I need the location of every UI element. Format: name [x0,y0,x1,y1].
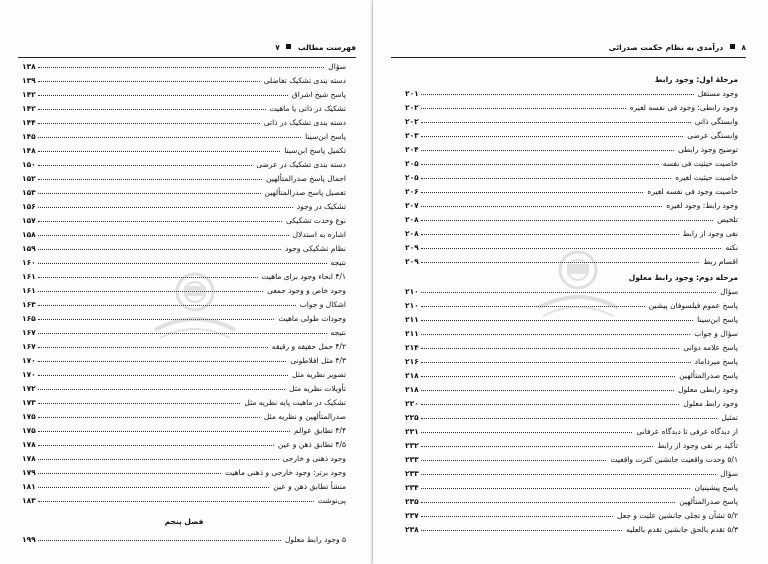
header-bullet-icon [730,44,735,49]
toc-entry [405,464,738,478]
toc-entry-title: نتیجه [330,328,346,337]
toc-entry-title: دسته بندی تشکیک در عرضی [256,160,346,169]
toc-entry-page: ۲۱۶ [405,357,419,366]
toc-entry [22,351,346,365]
toc-entry-page: ۱۶۳ [22,300,36,309]
toc-entry-title: تشکیک در ماهیت پایه نظریه مثل [244,398,346,407]
toc-entry-page: ۲۰۴ [405,145,419,154]
toc-entry-page: ۲۰۶ [405,187,419,196]
toc-entry-title: پاسخ ابن‌سینا [305,132,346,141]
dot-leader [421,516,613,517]
dot-leader [38,235,289,236]
toc-entry [22,435,346,449]
dot-leader [38,67,325,68]
toc-entry-title: اجمال پاسخ صدرالمتألهین [266,174,346,183]
toc-entry-title: ۵ وجود رابط معلول [284,535,346,544]
toc-entry-title: صدرالمتألهین و نظریه مثل [263,412,346,421]
toc-entry-page: ۱۹۹ [22,535,36,544]
toc-entry-page: ۲۱۴ [405,343,419,352]
toc-entry [405,98,738,112]
toc-entry [22,85,346,99]
toc-entry-page: ۲۱۱ [405,315,419,324]
dot-leader [38,487,270,488]
dot-leader [421,404,680,405]
toc-entry-page: ۲۳۷ [405,511,419,520]
dot-leader [421,530,622,531]
dot-leader [421,334,691,335]
toc-entry-title: وجودات طولی ماهیت [278,314,346,323]
toc-entry [22,253,346,267]
dot-leader [38,179,262,180]
toc-entry-page: ۱۷۵ [22,412,36,421]
toc-entry-title: ۴/۳ مثل افلاطونی [290,356,346,365]
toc-entry-page: ۱۷۰ [22,356,36,365]
toc-entry-title: وجود خاص و وجود جمعی [267,286,346,295]
dot-leader [421,432,633,433]
toc-entry [405,154,738,168]
toc-entry-title: تمثیل [721,413,738,422]
toc-entry-title: خاصیت وجود فی نفسه لغیره [647,187,738,196]
toc-entry [22,141,346,155]
toc-entry-page: ۱۵۶ [22,202,36,211]
toc-entry-page: ۱۴۸ [22,146,36,155]
right-page-header [391,43,746,57]
toc-entry-title: ۴/۲ حمل حقیقه و رقیقه [271,342,346,351]
toc-entry-title: تصویر نظریه مثل [292,370,346,379]
toc-entry [405,210,738,224]
toc-entry-page: ۱۷۹ [22,468,36,477]
toc-entry-page: ۱۴۵ [22,132,36,141]
toc-entry-title: اشاره به استدلال [292,230,346,239]
toc-entry-title: ۵/۳ تقدم بالحق جانشین تقدم بالعلیه [626,525,738,534]
toc-entry-title: پاسخ صدرالمتألهین [679,371,738,380]
dot-leader [421,460,607,461]
toc-entry-page: ۱۷۸ [22,440,36,449]
toc-entry-title: نکته [725,243,738,252]
dot-leader [421,446,654,447]
toc-entry-title: پاسخ عموم فیلسوفان پیشین [648,301,738,310]
toc-entry [405,520,738,534]
toc-entry-title: تشکیک در ذاتی یا ماهیت [269,104,346,113]
dot-leader [38,95,288,96]
toc-entry-page: ۱۷۵ [22,426,36,435]
toc-entry-title: وجود برتر: وجود خارجی و ذهنی ماهیت [225,468,346,477]
dot-leader [421,502,675,503]
chapter-heading: فصل پنجم [164,517,204,526]
toc-entry-page: ۲۰۹ [405,257,419,266]
dot-leader [38,540,281,541]
toc-entry [22,197,346,211]
header-title: درآمدی به نظام حکمت صدرائی [608,43,724,52]
dot-leader [38,459,279,460]
toc-entry-title: وجود رابطی معلول [678,385,738,394]
dot-leader [421,192,644,193]
toc-entry-page: ۲۰۷ [405,201,419,210]
toc-entry-title: وابستگی ذاتی [694,117,738,126]
toc-entry-page: ۲۲۵ [405,413,419,422]
dot-leader [421,220,713,221]
toc-entry-page: ۱۵۷ [22,216,36,225]
toc-entry [405,140,738,154]
toc-entry-title: اقسام ربط [703,257,738,266]
toc-entry [405,450,738,464]
dot-leader [421,418,718,419]
toc-entry-title: سؤال [720,469,738,478]
toc-entry [22,71,346,85]
toc-entry-title: وجود رابط: وجود لغیره [666,201,738,210]
toc-entry-title: پاسخ ابن‌سینا [697,315,738,324]
dot-leader [38,123,260,124]
toc-entry [405,352,738,366]
section2-title: مرحله دوم: وجود رابط معلول [628,273,738,282]
toc-entry-title: پاسخ پیشینیان [694,483,738,492]
dot-leader [38,263,327,264]
toc-entry-title: پی‌نوشت [318,496,346,505]
toc-entry-page: ۱۷۲ [22,384,36,393]
toc-entry [405,366,738,380]
dot-leader [38,221,282,222]
left-page [0,0,374,564]
dot-leader [421,488,691,489]
right-page [373,0,768,564]
toc-entry-page: ۱۵۰ [22,160,36,169]
toc-entry-page: ۲۰۸ [405,229,419,238]
toc-entry-title: تشکیک در وجود [296,202,346,211]
toc-entry [22,225,346,239]
toc-entry-page: ۱۷۰ [22,370,36,379]
dot-leader [421,376,675,377]
section1-title: مرحلهٔ اول: وجود رابط [654,75,738,84]
dot-leader [421,362,691,363]
dot-leader [38,375,288,376]
toc-entry [405,84,738,98]
toc-entry-title: نفی وجود از رابط [682,229,738,238]
toc-entry-title: وجود ذهنی و خارجی [282,454,346,463]
toc-entry [22,57,346,71]
toc-entry-page: ۲۰۵ [405,173,419,182]
toc-entry-title: پاسخ میرداماد [694,357,738,366]
toc-entry-title: وابستگی عرضی [687,131,738,140]
toc-entry [22,407,346,421]
dot-leader [421,94,694,95]
toc-entry-page: ۱۴۲ [22,90,36,99]
toc-entry-page: ۱۴۴ [22,118,36,127]
toc-entry-page: ۲۳۸ [405,525,419,534]
toc-entry-title: ۵/۲ تشأن و تجلی جانشین علیت و جعل [617,511,738,520]
toc-entry-title: ۴/۵ تطابق ذهن و عین [277,440,346,449]
toc-entry [22,421,346,435]
toc-entry-page: ۲۰۱ [405,89,419,98]
toc-entry [405,224,738,238]
toc-entry-title: وجود رابطی: وجود فی نفسه لغیره [629,103,738,112]
toc-entry [405,168,738,182]
header-rule [391,57,746,58]
toc-entry-page: ۲۰۹ [405,243,419,252]
toc-entry [22,379,346,393]
toc-entry [22,393,346,407]
toc-entry [405,126,738,140]
toc-entry-title: ۴/۱ انحاء وجود برای ماهیت [261,272,346,281]
dot-leader [38,151,281,152]
toc-entry [22,183,346,197]
toc-entry [405,492,738,506]
toc-entry [405,112,738,126]
toc-entry-title: دسته بندی تشکیک در ذاتی [263,118,346,127]
toc-entry-title: ۴/۴ تطابق عوالم [294,426,346,435]
toc-entry-page: ۲۳۵ [405,497,419,506]
toc-entry [22,463,346,477]
toc-entry-page: ۲۱۸ [405,385,419,394]
toc-entry-title: نتیجه [330,258,346,267]
toc-entry [22,169,346,183]
toc-entry-title: تفصیل پاسخ صدرالمتألهین [264,188,346,197]
dot-leader [421,136,684,137]
toc-entry-page: ۱۸۳ [22,496,36,505]
toc-entry-page: ۱۵۳ [22,188,36,197]
toc-entry [22,211,346,225]
toc-entry-page: ۱۳۹ [22,76,36,85]
toc-entry [405,408,738,422]
toc-entry-page: ۱۷۳ [22,398,36,407]
dot-leader [38,445,274,446]
dot-leader [38,207,293,208]
toc-entry-title: از دیدگاه عرفی تا دیدگاه عرفانی [636,427,738,436]
toc-entry-page: ۲۱۰ [405,301,419,310]
dot-leader [421,234,679,235]
toc-entry-page: ۱۸۱ [22,482,36,491]
dot-leader [421,206,662,207]
toc-entry-page: ۲۱۱ [405,329,419,338]
toc-entry-title: تأکید بر نفی وجود از رابط [657,441,738,450]
dot-leader [421,390,674,391]
toc-entry-title: منشأ تطابق ذهن و عین [273,482,346,491]
toc-entry-page: ۲۰۳ [405,131,419,140]
toc-entry-page: ۱۵۸ [22,230,36,239]
toc-entry [22,449,346,463]
toc-entry-page: ۲۳۱ [405,427,419,436]
dot-leader [38,501,314,502]
watermark-logo [533,248,623,328]
toc-entry-page: ۱۷۸ [22,454,36,463]
toc-entry-title: تلخیص [717,215,738,224]
dot-leader [38,249,281,250]
toc-entry-title: سؤال و جواب [694,329,738,338]
toc-entry [22,155,346,169]
toc-entry-title: تکمیل پاسخ ابن‌سینا [284,146,346,155]
toc-entry [405,394,738,408]
toc-entry-page: ۱۶۷ [22,342,36,351]
toc-entry-page: ۲۱۸ [405,371,419,380]
dot-leader [421,108,626,109]
toc-entry-title: سؤال [328,62,346,71]
dot-leader [38,403,241,404]
toc-entry-page: ۲۳۳ [405,455,419,464]
dot-leader [421,164,659,165]
header-page-number: ۷ [275,43,280,52]
left-page-header [18,43,356,57]
toc-entry [22,491,346,505]
toc-entry-page: ۱۵۲ [22,174,36,183]
toc-entry [22,127,346,141]
toc-entry-page: ۲۰۸ [405,215,419,224]
toc-entry [405,478,738,492]
toc-entry [405,436,738,450]
toc-entry [22,477,346,491]
toc-entry-title: اشکال و جواب [299,300,346,309]
toc-entry [22,113,346,127]
header-bullet-icon [286,44,291,49]
toc-entry-title: توضیح وجود رابطی [678,145,738,154]
toc-entry-title: سؤال [720,287,738,296]
toc-entry-page: ۱۶۱ [22,286,36,295]
dot-leader [38,193,261,194]
toc-entry-title: نظام تشکیکی وجود [285,244,346,253]
dot-leader [421,150,674,151]
dot-leader [38,361,287,362]
toc-entry-title: خاصیت حیثیت فی نفسه [662,159,738,168]
toc-entry-title: ۵/۱ وحدت واقعیت جانشین کثرت واقعیت [610,455,738,464]
toc-entry-page: ۲۳۲ [405,441,419,450]
dot-leader [38,417,260,418]
dot-leader [421,122,691,123]
dot-leader [38,81,260,82]
toc-entry-page: ۱۶۵ [22,314,36,323]
toc-entry-page: ۱۶۱ [22,272,36,281]
dot-leader [38,165,253,166]
toc-entry-title: نوع وحدت تشکیکی [285,216,346,225]
toc-entry-page: ۲۳۴ [405,483,419,492]
section1-toc-list [405,84,738,266]
dot-leader [38,109,266,110]
toc-entry [405,182,738,196]
toc-entry [405,338,738,352]
toc-entry-page: ۲۱۰ [405,287,419,296]
toc-entry [22,530,346,544]
header-page-number: ۸ [741,43,746,52]
toc-entry [22,239,346,253]
toc-entry [405,506,738,520]
toc-entry-title: وجود رابط معلول [683,399,738,408]
toc-entry-title: پاسخ شیخ اشراق [291,90,346,99]
toc-entry [22,365,346,379]
chapter-toc-list [22,530,346,544]
toc-entry [405,422,738,436]
toc-entry-page: ۱۵۹ [22,244,36,253]
header-title: فهرست مطالب [298,43,356,52]
toc-entry-title: دسته بندی تشکیک تفاضلی [263,76,346,85]
toc-entry [22,99,346,113]
toc-entry-page: ۱۶۷ [22,328,36,337]
toc-entry-page: ۲۳۳ [405,469,419,478]
toc-entry-page: ۲۰۲ [405,103,419,112]
dot-leader [421,474,717,475]
toc-entry-page: ۱۴۲ [22,104,36,113]
watermark-logo [150,270,240,350]
toc-entry [405,196,738,210]
toc-entry-title: خاصیت حیثیت لغیره [675,173,738,182]
toc-entry-title: پاسخ صدرالمتألهین [679,497,738,506]
toc-entry-title: تأویلات نظریه مثل [289,384,346,393]
toc-entry-page: ۱۶۰ [22,258,36,267]
toc-entry-page: ۱۳۸ [22,62,36,71]
dot-leader [38,137,301,138]
toc-entry-page: ۲۰۲ [405,117,419,126]
dot-leader [421,178,672,179]
toc-entry-page: ۲۰۵ [405,159,419,168]
dot-leader [38,431,290,432]
toc-entry-title: وجود مستقل [697,89,738,98]
dot-leader [421,348,680,349]
section-heading [405,70,738,84]
toc-entry [405,380,738,394]
toc-entry-title: پاسخ علامه دوانی [683,343,738,352]
toc-entry-page: ۲۲۰ [405,399,419,408]
dot-leader [38,473,221,474]
dot-leader [38,389,285,390]
